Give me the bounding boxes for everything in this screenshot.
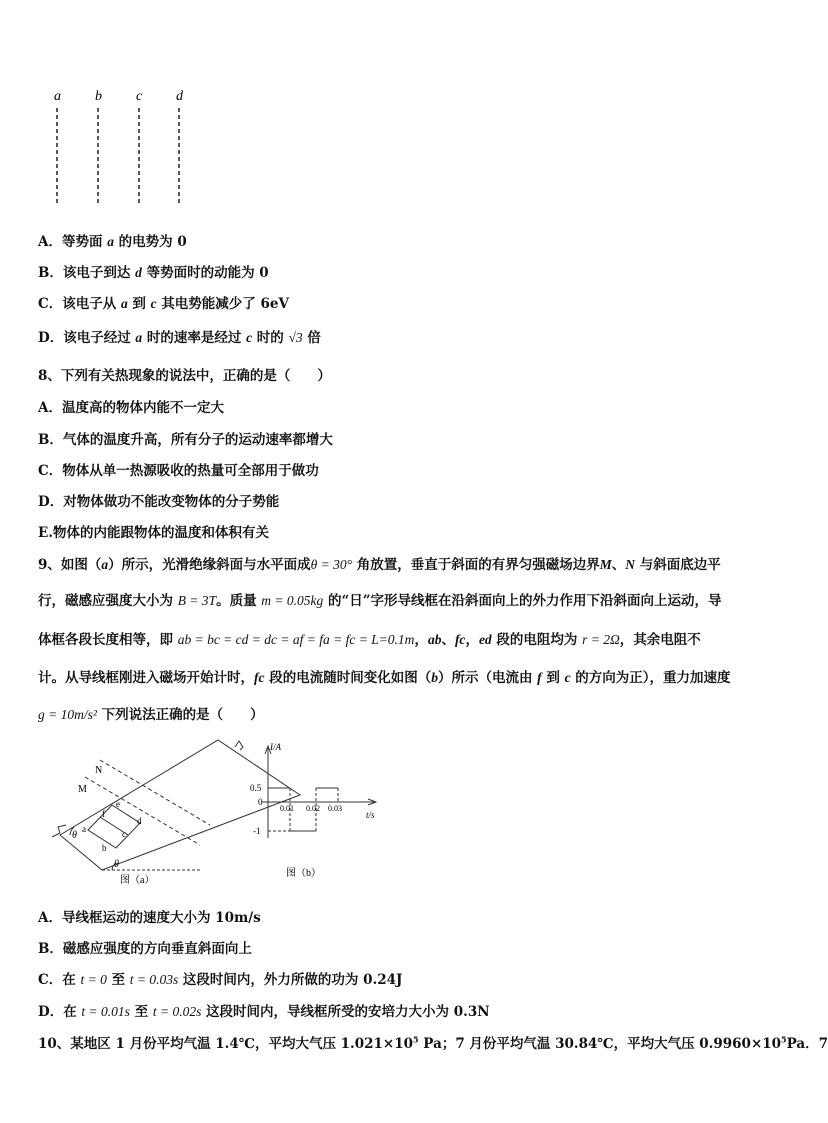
label-a: a bbox=[54, 89, 61, 104]
q7-option-b: B．该电子到达 d 等势面时的动能为 0 bbox=[38, 265, 269, 281]
q9-option-d: D．在 t = 0.01s 至 t = 0.02s 这段时间内，导线框所受的安培力大小为 0.3N bbox=[38, 1004, 490, 1020]
q8-option-a: A．温度高的物体内能不一定大 bbox=[38, 400, 224, 416]
figure-b-current-graph bbox=[240, 738, 390, 883]
q9-option-c: C．在 t = 0 至 t = 0.03s 这段时间内，外力所做的功为 0.24J bbox=[38, 972, 403, 988]
label-m: M bbox=[78, 784, 87, 795]
label-b-corner: b bbox=[102, 843, 107, 853]
q10-stem: 10、某地区 1 月份平均气温 1.4℃，平均大气压 $1.021\times 10^5$ Pa；7 月份平均气温 30.84℃，平均大气压 $0.9960\times 10^5Pa$．7 bbox=[38, 1034, 828, 1052]
y-tick-0-5: 0.5 bbox=[250, 783, 262, 793]
label-f: f bbox=[102, 809, 105, 819]
q7-option-a: A．等势面 a 的电势为 0 bbox=[38, 234, 187, 250]
q9-stem-line1: 9、如图（a）所示，光滑绝缘斜面与水平面成θ = 30° 角放置，垂直于斜面的有界匀强磁场边界M、N 与斜面底边平 bbox=[38, 557, 721, 573]
label-c-corner: c bbox=[122, 829, 126, 839]
label-e: e bbox=[116, 799, 120, 809]
x-tick-0-02: 0.02 bbox=[306, 804, 320, 813]
q8-stem: 8、下列有关热现象的说法中，正确的是（ ） bbox=[38, 368, 331, 384]
label-theta2: θ bbox=[114, 859, 119, 870]
q8-option-d: D．对物体做功不能改变物体的分子势能 bbox=[38, 494, 280, 510]
q8-option-b: B．气体的温度升高，所有分子的运动速率都增大 bbox=[38, 432, 333, 448]
label-a-corner: a bbox=[82, 824, 86, 834]
figure-b-caption: 图（b） bbox=[286, 868, 321, 879]
q9-stem-line5: g = 10m/s² 下列说法正确的是（ ） bbox=[38, 707, 264, 723]
q9-option-b: B．磁感应强度的方向垂直斜面向上 bbox=[38, 941, 252, 957]
axis-label-time: t/s bbox=[366, 810, 375, 820]
y-tick-0: 0 bbox=[258, 797, 263, 807]
q9-option-a: A．导线框运动的速度大小为 10m/s bbox=[38, 910, 261, 926]
figure-a-caption: 图（a） bbox=[120, 875, 155, 886]
x-tick-0-03: 0.03 bbox=[328, 804, 342, 813]
label-n: N bbox=[95, 765, 103, 776]
q8-option-c: C．物体从单一热源吸收的热量可全部用于做功 bbox=[38, 463, 319, 479]
y-tick-neg1: -1 bbox=[253, 826, 261, 836]
equipotential-lines-figure bbox=[40, 82, 200, 212]
label-b: b bbox=[95, 89, 102, 104]
axis-label-current: I/A bbox=[270, 742, 281, 752]
label-c: c bbox=[136, 89, 143, 104]
q7-option-c: C．该电子从 a 到 c 其电势能减少了 6eV bbox=[38, 296, 289, 312]
q9-stem-line3: 体框各段长度相等，即 ab = bc = cd = dc = af = fa = fc = L=0.1m，ab、fc，ed 段的电阻均为 r = 2Ω，其余电阻不 bbox=[38, 632, 701, 648]
q9-stem-line2: 行，磁感应强度大小为 B = 3T。质量 m = 0.05kg 的“日”字形导线框在沿斜面向上的外力作用下沿斜面向上运动，导 bbox=[38, 593, 722, 609]
label-d-corner: d bbox=[137, 816, 142, 826]
q9-stem-line4: 计。从导线框刚进入磁场开始计时，fc 段的电流随时间变化如图（b）所示（电流由 f 到 c 的方向为正），重力加速度 bbox=[38, 670, 731, 686]
figure-a-incline bbox=[40, 735, 260, 887]
q7-option-d: D．该电子经过 a 时的速率是经过 c 时的 √3 倍 bbox=[38, 330, 321, 346]
label-d: d bbox=[176, 89, 183, 104]
x-tick-0-01: 0.01 bbox=[280, 804, 294, 813]
label-theta1: θ bbox=[72, 830, 77, 841]
q8-option-e: E.物体的内能跟物体的温度和体积有关 bbox=[38, 525, 269, 541]
